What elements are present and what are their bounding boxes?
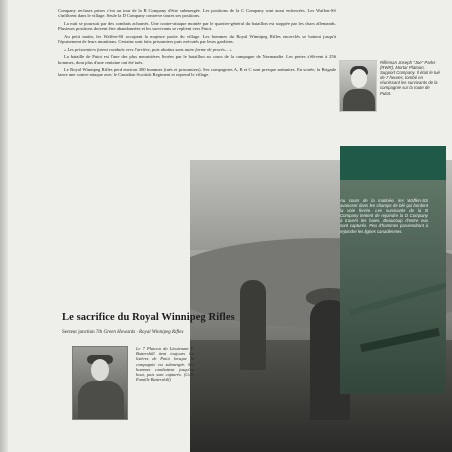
body-paragraph: Company recluses prises c'est au tour de la B Company d'être submergée. Les positions de la C Company sont aussi enfoncées. Les Waffen-SS s'infiltrent dans le village. Seule la D Company conserve toutes ses positions. (58, 8, 336, 19)
body-text-column (58, 8, 336, 80)
body-quote: « Les prisonniers furent conduits vers l'arrière, puis abattus sans autre forme de procès... » (64, 46, 232, 52)
page-edge (0, 0, 8, 452)
portrait-caption: Rifleman Joseph "Joe" Parks (RWR), Mortar Platoon, Support Company. Il était le tué de 7 heures, tombé en réunissant les survivants de la compagnie sur la route de Putot. (380, 60, 440, 96)
section-title: Le sacrifice du Royal Winnipeg Rifles (62, 312, 235, 323)
sidebar-caption: Au cours de la matinée, les Waffen-SS avancent dans les champs de blé qui bordent la voie ferrée. Les survivants de la B Company tentent de rejoindre la D Company à travers les haies. Beaucoup d'entre eux sont capturés. Peu d'hommes parviendront à rejoindre les lignes canadiennes. (340, 198, 428, 234)
body-paragraph: La bataille de Putot est l'une des plus meurtrières livrées par le bataillon au cours de la campagne de Normandie. Les pertes s'élèvent à 256 hommes, dont plus d'une centaine ont été tués. (58, 54, 336, 65)
subtitle-prefix: Secteur jonction (62, 330, 95, 335)
officer-photo (72, 346, 128, 420)
body-paragraph: Le Royal Winnipeg Rifles perd environ 300 hommes (tués et prisonniers). Ses compagnies A, B et C sont presque anéanties. En soirée, la Brigade lance une contre-attaque avec le Canadian Scottish Regiment et reprend le village. (58, 67, 336, 78)
body-paragraph: Au petit matin, les Waffen-SS occupent la majeure partie du village. Les hommes du Royal Winnipeg Rifles encerclés se battent jusqu'à l'épuisement de leurs munitions. Certains sont faits prisonniers puis exécutés par leurs gardiens. (58, 33, 336, 45)
body-paragraph: La nuit se poursuit par des combats acharnés. Une contre-attaque montée par le quartier-général du bataillon est stoppée par les chars allemands. Plusieurs positions doivent être abandonnées et les survivants se replient vers Putot. (58, 20, 336, 32)
subtitle-italic: 7th Green Howards · Royal Winnipeg Rifles (95, 330, 184, 335)
section-subtitle (62, 330, 272, 335)
portrait-photo (339, 60, 377, 112)
officer-caption: Le 7 Platoon du Lieutenant F. Battershill tient toujours les lisières de Putot lorsque la compagnie est submergée. Ses hommes combattent jusqu'au bout, puis sont capturés. (Coll. Famille Battershill) (136, 346, 194, 383)
green-sidebar (340, 146, 446, 394)
